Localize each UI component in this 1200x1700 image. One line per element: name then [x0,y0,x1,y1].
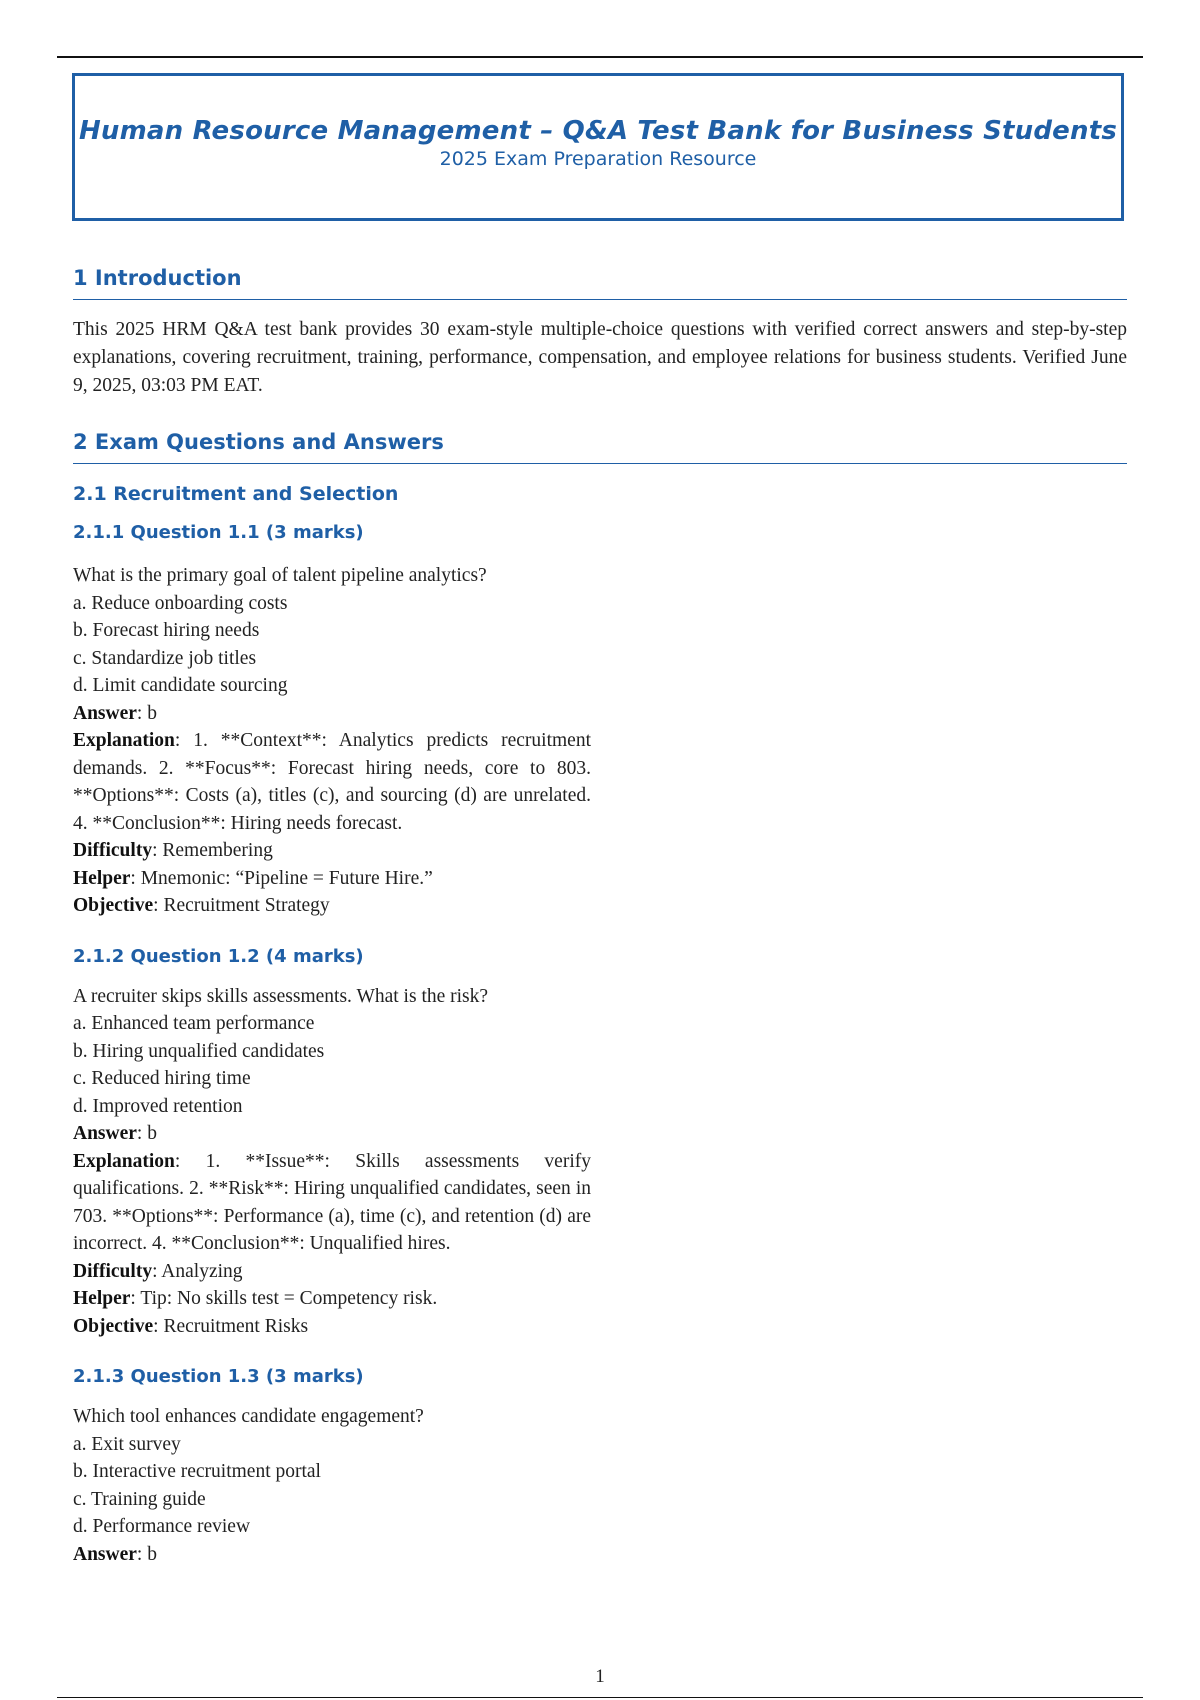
objective-line: Objective: Recruitment Risks [73,1315,309,1337]
explanation-text: 1. **Context**: Analytics predicts recruitment demands. 2. **Focus**: Forecast hiring needs, core to 803. **Options**: Costs (a), titles (c), and sourcing (d) are unrelated. 4. **Conclusion**: Hiring needs forecast. [73,730,591,834]
explanation-label: Explanation [73,1150,175,1172]
page-number: 1 [595,1666,605,1687]
option-a: a. Exit survey [73,1433,181,1455]
question-stem: What is the primary goal of talent pipeline analytics? [73,565,487,586]
answer-value: b [147,1123,157,1144]
question-block [73,562,591,920]
explanation-label: Explanation [73,730,175,751]
title-box [72,73,1124,221]
answer-value: b [147,702,157,724]
option-d: d. Limit candidate sourcing [73,675,288,696]
answer-label: Answer [73,702,137,724]
objective-value: Recruitment Risks [163,1315,309,1337]
helper-label: Helper [73,1288,131,1309]
answer-line: Answer: b [73,702,157,724]
option-c: c. Standardize job titles [73,647,257,669]
explanation-text: 1. **Issue**: Skills assessments verify qualifications. 2. **Risk**: Hiring unqualified candidates, seen in 703. **Options**: Performance (a), time (c), and retention (d) are incorrect. 4. **Conclusion**: Unqualified hires. [73,1150,591,1254]
option-b: b. Hiring unqualified candidates [73,1040,325,1062]
option-d: d. Improved retention [73,1095,243,1117]
bottom-rule [57,1697,1143,1698]
helper-value: Tip: No skills test = Competency risk. [140,1288,438,1309]
difficulty-value: Remembering [162,840,273,861]
section-heading-introduction: 1 Introduction [73,266,1127,300]
question-stem: Which tool enhances candidate engagement? [73,1406,424,1427]
helper-label: Helper [73,867,131,889]
option-c: c. Training guide [73,1488,206,1510]
question-heading: 2.1.1 Question 1.1 (3 marks) [73,522,364,543]
intro-paragraph: This 2025 HRM Q&A test bank provides 30 exam-style multiple-choice questions with verified correct answers and step-by-step explanations, covering recruitment, training, performance, compensation, and employee relations for business students. Verified June 9, 2025, 03:03 PM EAT. [73,319,1127,396]
difficulty-line: Difficulty: Analyzing [73,1260,243,1282]
question-block [73,1403,591,1568]
helper-line: Helper: Mnemonic: “Pipeline = Future Hire.” [73,867,433,889]
explanation-line: Explanation: 1. **Context**: Analytics predicts recruitment demands. 2. **Focus**: Forecast hiring needs, core to 803. **Options**: Costs (a), titles (c), and sourcing (d) are unrelated. 4. **Conclusion**: Hiring needs forecast. [73,730,591,834]
document-subtitle: 2025 Exam Preparation Resource [439,148,757,170]
objective-label: Objective [73,895,154,916]
answer-line: Answer: b [73,1123,157,1144]
explanation-line: Explanation: 1. **Issue**: Skills assessments verify qualifications. 2. **Risk**: Hiring unqualified candidates, seen in 703. **Options**: Performance (a), time (c), and retention (d) are incorrect. 4. **Conclusion**: Unqualified hires. [73,1150,591,1254]
subsection-heading-recruitment: 2.1 Recruitment and Selection [73,483,399,505]
question-stem: A recruiter skips skills assessments. What is the risk? [73,985,489,1007]
question-heading: 2.1.2 Question 1.2 (4 marks) [73,945,364,967]
difficulty-label: Difficulty [73,840,153,861]
option-b: b. Interactive recruitment portal [73,1461,321,1482]
answer-line: Answer: b [73,1543,157,1565]
difficulty-label: Difficulty [73,1260,153,1282]
option-b: b. Forecast hiring needs [73,620,260,641]
option-c: c. Reduced hiring time [73,1068,251,1089]
objective-value: Recruitment Strategy [163,895,330,916]
difficulty-line: Difficulty: Remembering [73,840,273,861]
option-d: d. Performance review [73,1516,251,1537]
answer-label: Answer [73,1543,137,1565]
objective-line: Objective: Recruitment Strategy [73,895,330,916]
document-title: Human Resource Management – Q&A Test Bank for Business Students [78,116,1118,146]
section-heading-exam: 2 Exam Questions and Answers [73,430,1127,464]
document-body [73,266,1127,1568]
option-a: a. Reduce onboarding costs [73,592,288,614]
helper-value: Mnemonic: “Pipeline = Future Hire.” [140,867,433,889]
helper-line: Helper: Tip: No skills test = Competency risk. [73,1288,438,1309]
answer-label: Answer [73,1123,137,1144]
answer-value: b [147,1543,157,1565]
question-heading: 2.1.3 Question 1.3 (3 marks) [73,1366,364,1387]
difficulty-value: Analyzing [161,1260,243,1282]
objective-label: Objective [73,1315,154,1337]
question-block [73,983,591,1341]
top-rule [57,56,1143,58]
option-a: a. Enhanced team performance [73,1013,315,1034]
